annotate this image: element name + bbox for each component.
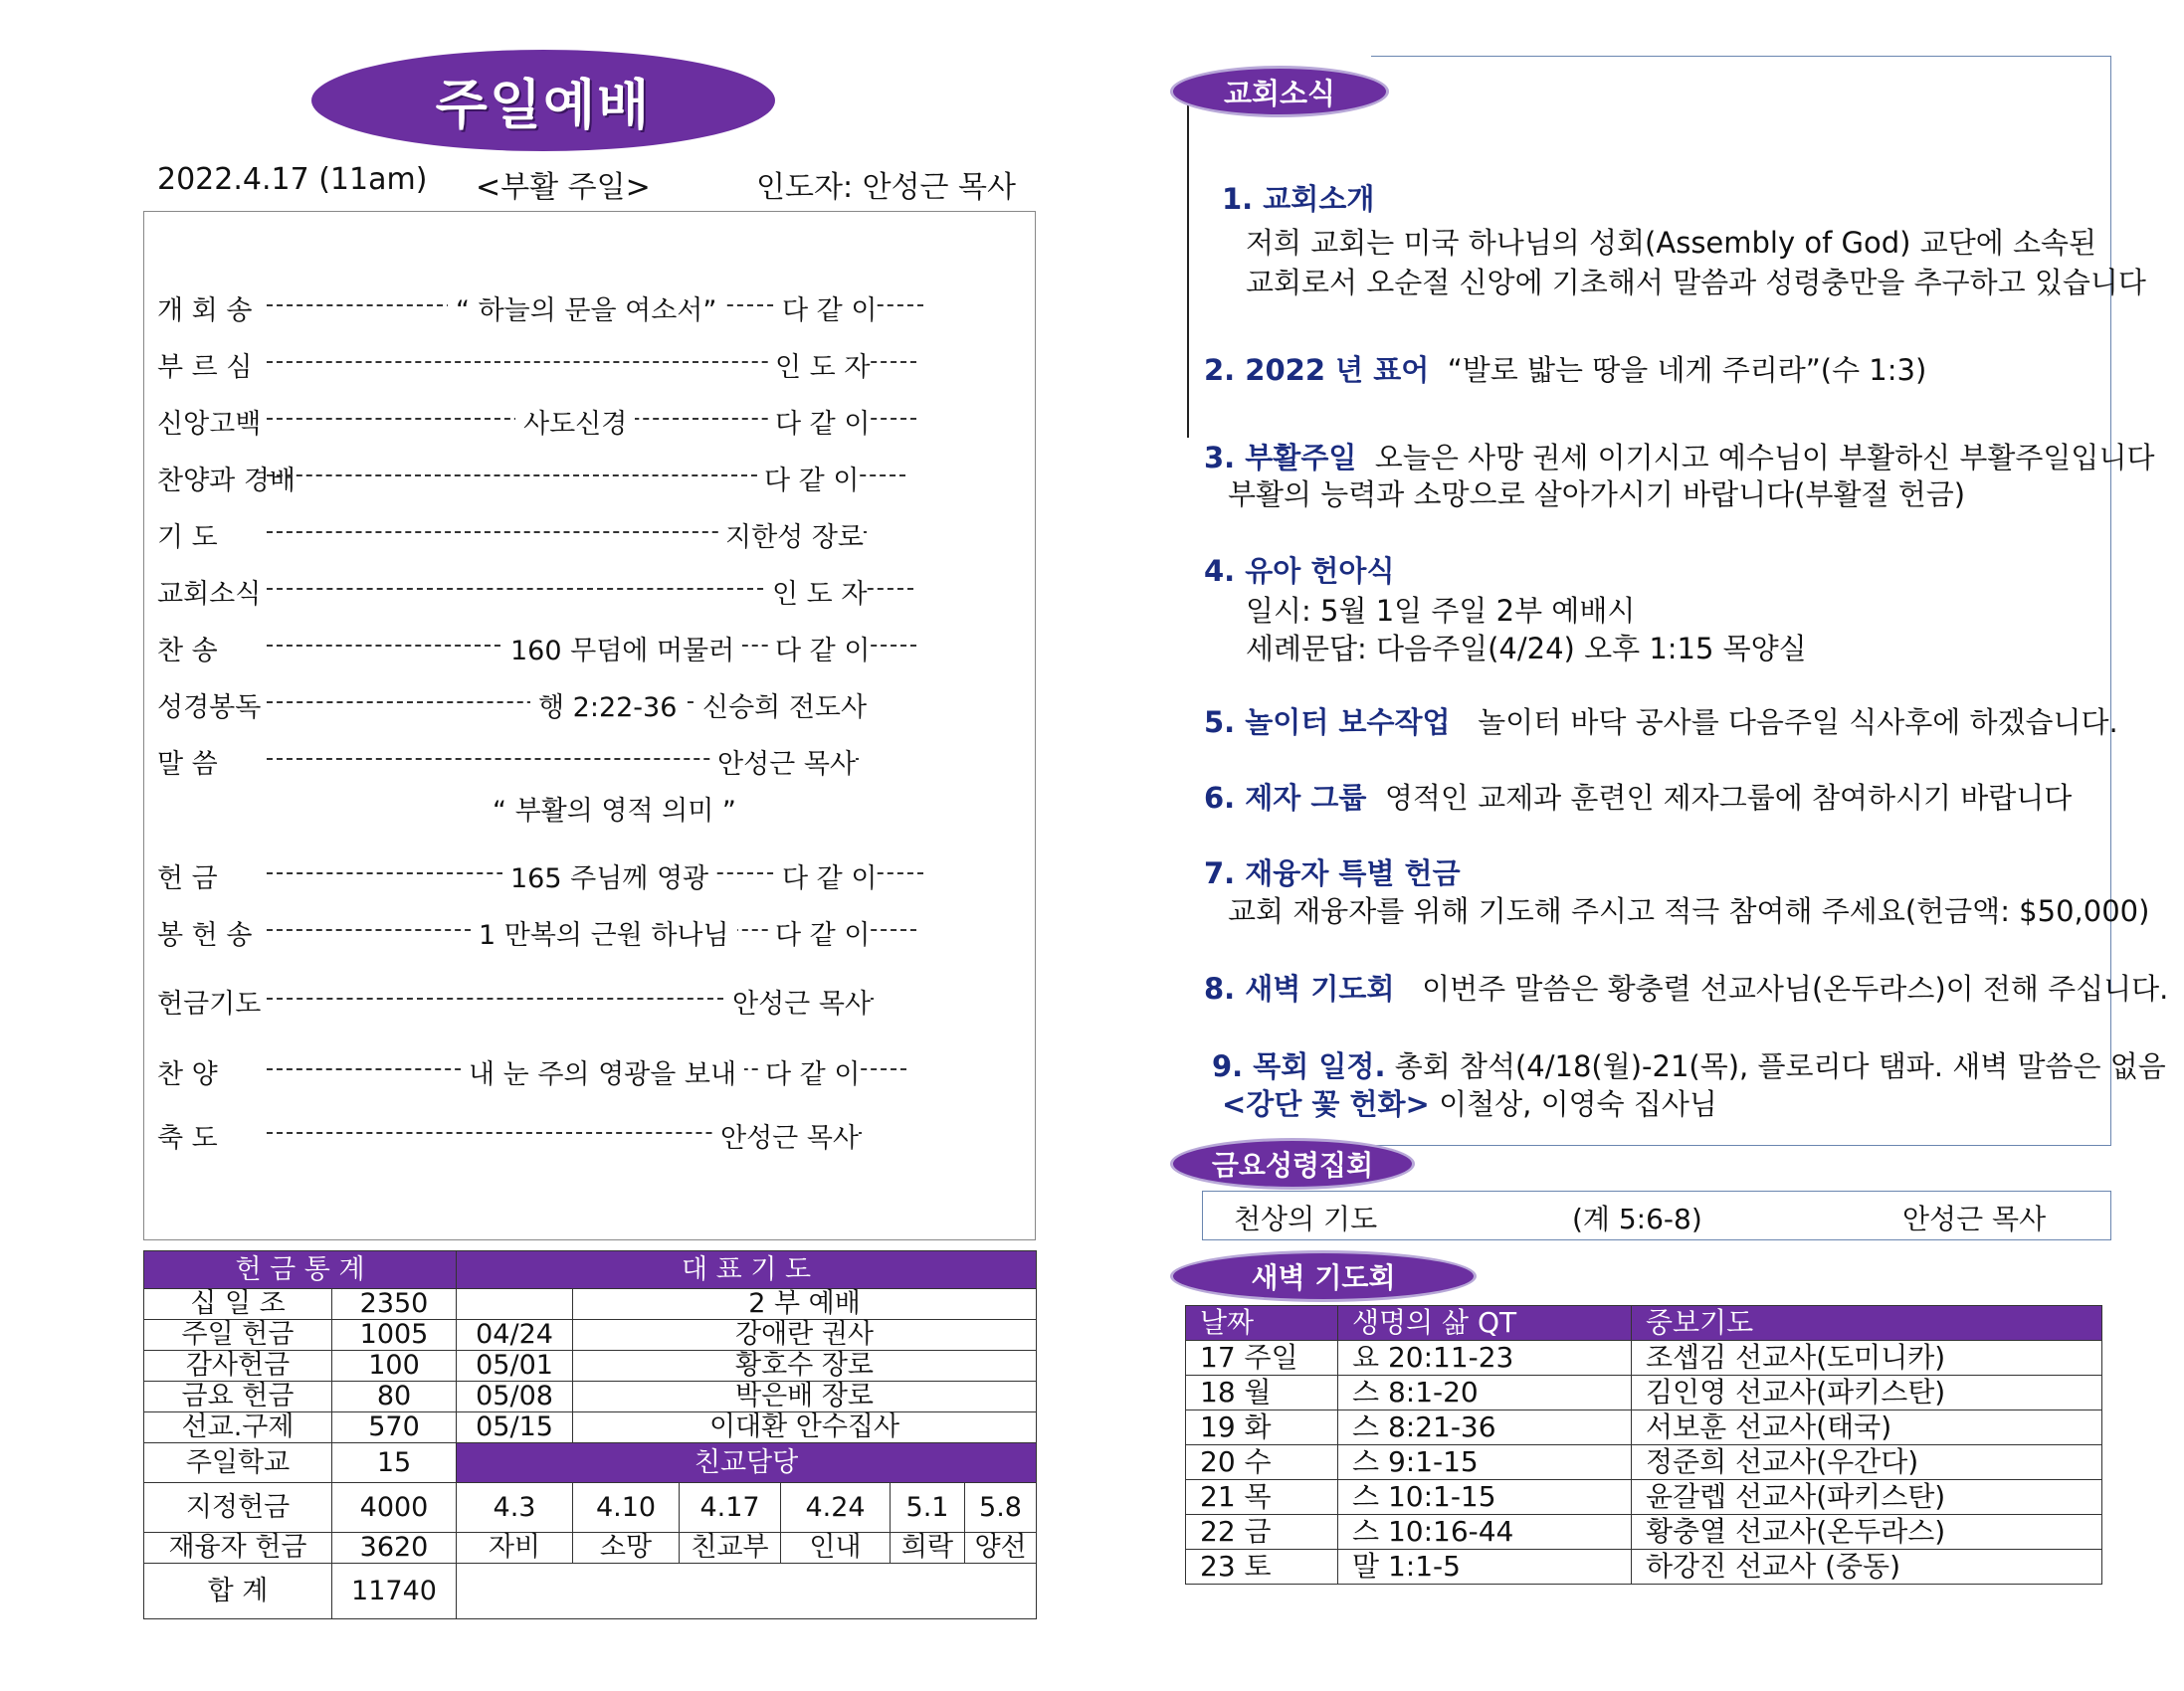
order-person: 다 같 이 <box>758 459 859 497</box>
dawn-qt: 말 1:1-5 <box>1338 1550 1632 1585</box>
order-item: 행 2:22-36 <box>530 685 685 724</box>
offering-amount: 4000 <box>332 1483 457 1533</box>
dawn-table <box>1185 1305 2102 1585</box>
dawn-qt: 요 20:11-23 <box>1338 1341 1632 1376</box>
prayer-name: 강애란 권사 <box>573 1320 1037 1351</box>
fellowship-group: 소망 <box>573 1533 680 1564</box>
order-label: 찬양과 경배 <box>157 466 296 496</box>
friday-verse: (계 5:6-8) <box>1572 1203 1702 1235</box>
order-person: 안성근 목사 <box>726 982 871 1021</box>
prayer-date: 05/01 <box>457 1351 573 1382</box>
dawn-prayer: 황충열 선교사(온두라스) <box>1632 1515 2102 1550</box>
dawn-col-prayer: 중보기도 <box>1632 1306 2102 1341</box>
news-item-1-line: 저희 교회는 미국 하나님의 성회(Assembly of God) 교단에 소속된 <box>1246 226 2096 260</box>
order-person: 다 같 이 <box>769 629 870 667</box>
dawn-date: 20 수 <box>1186 1445 1338 1480</box>
news-item-5: 5. 놀이터 보수작업 놀이터 바닥 공사를 다음주일 식사후에 하겠습니다. <box>1204 705 2118 739</box>
friday-speaker: 안성근 목사 <box>1902 1203 2047 1235</box>
offering-prayer-table <box>143 1250 1037 1619</box>
dawn-date: 21 목 <box>1186 1480 1338 1515</box>
fellowship-date: 5.8 <box>965 1483 1037 1533</box>
prayer-name: 이대환 안수집사 <box>573 1412 1037 1443</box>
order-person: 다 같 이 <box>759 1052 860 1091</box>
fellowship-date: 4.3 <box>457 1483 573 1533</box>
order-person: 지한성 장로 <box>719 515 864 554</box>
dawn-prayer: 하강진 선교사 (중동) <box>1632 1550 2102 1585</box>
friday-topic: 천상의 기도 <box>1234 1203 1378 1235</box>
service-date: 2022.4.17 (11am) <box>157 162 428 197</box>
offering-total: 11740 <box>332 1564 457 1619</box>
dawn-qt: 스 10:1-15 <box>1338 1480 1632 1515</box>
news-item-3-line: 부활의 능력과 소망으로 살아가시기 바랍니다(부활절 헌금) <box>1228 477 1966 511</box>
order-label: 신앙고백 <box>157 409 262 440</box>
order-person: 안성근 목사 <box>714 1116 859 1155</box>
order-person: 안성근 목사 <box>711 742 856 781</box>
order-label: 헌 금 <box>157 863 218 894</box>
dawn-date: 23 토 <box>1186 1550 1338 1585</box>
offering-amount: 570 <box>332 1412 457 1443</box>
friday-header: 금요성령집회 <box>1170 1138 1415 1190</box>
order-item: 165 주님께 영광 <box>502 856 716 895</box>
offering-name: 주일 헌금 <box>144 1320 332 1351</box>
dawn-col-date: 날짜 <box>1186 1306 1338 1341</box>
order-item: 내 눈 주의 영광을 보내 <box>461 1052 744 1091</box>
news-item-4-line: 일시: 5월 1일 주일 2부 예배시 <box>1246 594 1636 628</box>
order-label: 성경봉독 <box>157 692 262 723</box>
dawn-prayer: 서보훈 선교사(태국) <box>1632 1410 2102 1445</box>
dawn-row <box>1186 1410 2102 1445</box>
order-label: 찬 송 <box>157 636 218 666</box>
news-item-7-line: 교회 재융자를 위해 기도해 주시고 적극 참여해 주세요(헌금액: $50,000) <box>1228 894 2150 928</box>
dawn-header: 새벽 기도회 <box>1170 1250 1477 1302</box>
dawn-date: 18 월 <box>1186 1376 1338 1410</box>
dawn-row <box>1186 1550 2102 1585</box>
offering-name: 재융자 헌금 <box>144 1533 332 1564</box>
sermon-title: “ 부활의 영적 의미 ” <box>493 796 736 827</box>
dawn-prayer: 윤갈렙 선교사(파키스탄) <box>1632 1480 2102 1515</box>
news-divider <box>1187 99 1189 438</box>
page-title: 주일예배 <box>311 50 775 151</box>
order-label: 축 도 <box>157 1123 218 1154</box>
order-item: 160 무덤에 머물러 <box>502 629 742 667</box>
offering-name: 주일학교 <box>144 1443 332 1483</box>
dawn-row <box>1186 1341 2102 1376</box>
fellowship-group: 희락 <box>891 1533 965 1564</box>
news-item-1: 1. 교회소개 <box>1222 182 1375 216</box>
order-label: 기 도 <box>157 522 218 553</box>
order-label: 찬 양 <box>157 1059 218 1090</box>
dawn-prayer: 조셉김 선교사(도미니카) <box>1632 1341 2102 1376</box>
order-label: 개 회 송 <box>157 295 253 326</box>
order-person: 다 같 이 <box>769 402 870 441</box>
offering-amount: 1005 <box>332 1320 457 1351</box>
prayer-date: 05/08 <box>457 1382 573 1412</box>
offering-header: 헌 금 통 계 <box>144 1251 457 1289</box>
dawn-qt: 스 8:21-36 <box>1338 1410 1632 1445</box>
dawn-qt: 스 10:16-44 <box>1338 1515 1632 1550</box>
order-label: 말 씀 <box>157 749 218 780</box>
fellowship-date: 5.1 <box>891 1483 965 1533</box>
dawn-row <box>1186 1480 2102 1515</box>
fellowship-date: 4.24 <box>781 1483 891 1533</box>
offering-amount: 80 <box>332 1382 457 1412</box>
offering-name: 선교.구제 <box>144 1412 332 1443</box>
order-label: 부 르 심 <box>157 352 253 383</box>
dawn-table-header <box>1186 1306 2102 1341</box>
news-item-9-sub: <강단 꽃 헌화> 이철상, 이영숙 집사님 <box>1222 1087 1717 1121</box>
order-label: 교회소식 <box>157 579 262 610</box>
dawn-row <box>1186 1515 2102 1550</box>
dawn-prayer: 정준희 선교사(우간다) <box>1632 1445 2102 1480</box>
fellowship-group: 양선 <box>965 1533 1037 1564</box>
dawn-date: 22 금 <box>1186 1515 1338 1550</box>
dawn-row <box>1186 1376 2102 1410</box>
news-item-9: 9. 목회 일정. 총회 참석(4/18(월)-21(목), 플로리다 탬파. 새벽 말씀은 없음 <box>1212 1049 2166 1083</box>
order-item: 1 만복의 근원 하나님 <box>471 913 737 952</box>
order-person: 다 같 이 <box>776 288 877 327</box>
fellowship-date: 4.17 <box>680 1483 781 1533</box>
offering-name: 십 일 조 <box>144 1289 332 1320</box>
prayer-service: 2 부 예배 <box>573 1289 1037 1320</box>
fellowship-date: 4.10 <box>573 1483 680 1533</box>
offering-amount: 3620 <box>332 1533 457 1564</box>
offering-amount: 100 <box>332 1351 457 1382</box>
offering-name: 금요 헌금 <box>144 1382 332 1412</box>
dawn-row <box>1186 1445 2102 1480</box>
dawn-prayer: 김인영 선교사(파키스탄) <box>1632 1376 2102 1410</box>
order-person: 다 같 이 <box>769 913 870 952</box>
offering-amount: 15 <box>332 1443 457 1483</box>
news-item-4-line: 세례문답: 다음주일(4/24) 오후 1:15 목양실 <box>1246 632 1807 665</box>
dawn-date: 17 주일 <box>1186 1341 1338 1376</box>
prayer-date: 05/15 <box>457 1412 573 1443</box>
order-person: 인 도 자 <box>766 572 867 611</box>
news-item-2: 2. 2022 년 표어 “발로 밟는 땅을 네게 주리라”(수 1:3) <box>1204 353 1927 387</box>
order-person: 신승희 전도사 <box>696 685 867 724</box>
prayer-header: 대 표 기 도 <box>457 1251 1037 1289</box>
news-item-8: 8. 새벽 기도회 이번주 말씀은 황충렬 선교사님(온두라스)이 전해 주십니다. <box>1204 972 2169 1006</box>
dawn-date: 19 화 <box>1186 1410 1338 1445</box>
news-item-7: 7. 재융자 특별 헌금 <box>1204 856 1461 890</box>
offering-name: 지정헌금 <box>144 1483 332 1533</box>
order-label: 헌금기도 <box>157 989 262 1020</box>
prayer-name: 황호수 장로 <box>573 1351 1037 1382</box>
news-item-6: 6. 제자 그룹 영적인 교제과 훈련인 제자그룹에 참여하시기 바랍니다 <box>1204 781 2073 815</box>
fellowship-group: 친교부 <box>680 1533 781 1564</box>
offering-name: 감사헌금 <box>144 1351 332 1382</box>
news-item-4: 4. 유아 헌아식 <box>1204 554 1395 588</box>
order-item: 사도신경 <box>515 402 635 441</box>
news-header: 교회소식 <box>1170 66 1389 117</box>
dawn-qt: 스 8:1-20 <box>1338 1376 1632 1410</box>
service-leader: 인도자: 안성근 목사 <box>756 170 1017 205</box>
order-label: 봉 헌 송 <box>157 920 253 951</box>
fellowship-group: 인내 <box>781 1533 891 1564</box>
fellowship-group: 자비 <box>457 1533 573 1564</box>
news-item-1-line: 교회로서 오순절 신앙에 기초해서 말씀과 성령충만을 추구하고 있습니다 <box>1246 266 2146 299</box>
prayer-name: 박은배 장로 <box>573 1382 1037 1412</box>
service-occasion: <부활 주일> <box>476 170 651 205</box>
offering-amount: 2350 <box>332 1289 457 1320</box>
prayer-date: 04/24 <box>457 1320 573 1351</box>
dawn-qt: 스 9:1-15 <box>1338 1445 1632 1480</box>
order-person: 다 같 이 <box>776 856 877 895</box>
order-item: “ 하늘의 문을 여소서” <box>448 288 724 327</box>
fellowship-header: 친교담당 <box>457 1443 1037 1483</box>
dawn-col-qt: 생명의 삶 QT <box>1338 1306 1632 1341</box>
news-item-3: 3. 부활주일 오늘은 사망 권세 이기시고 예수님이 부활하신 부활주일입니다 <box>1204 441 2155 474</box>
offering-total-label: 합 계 <box>144 1564 332 1619</box>
order-person: 인 도 자 <box>769 345 870 384</box>
